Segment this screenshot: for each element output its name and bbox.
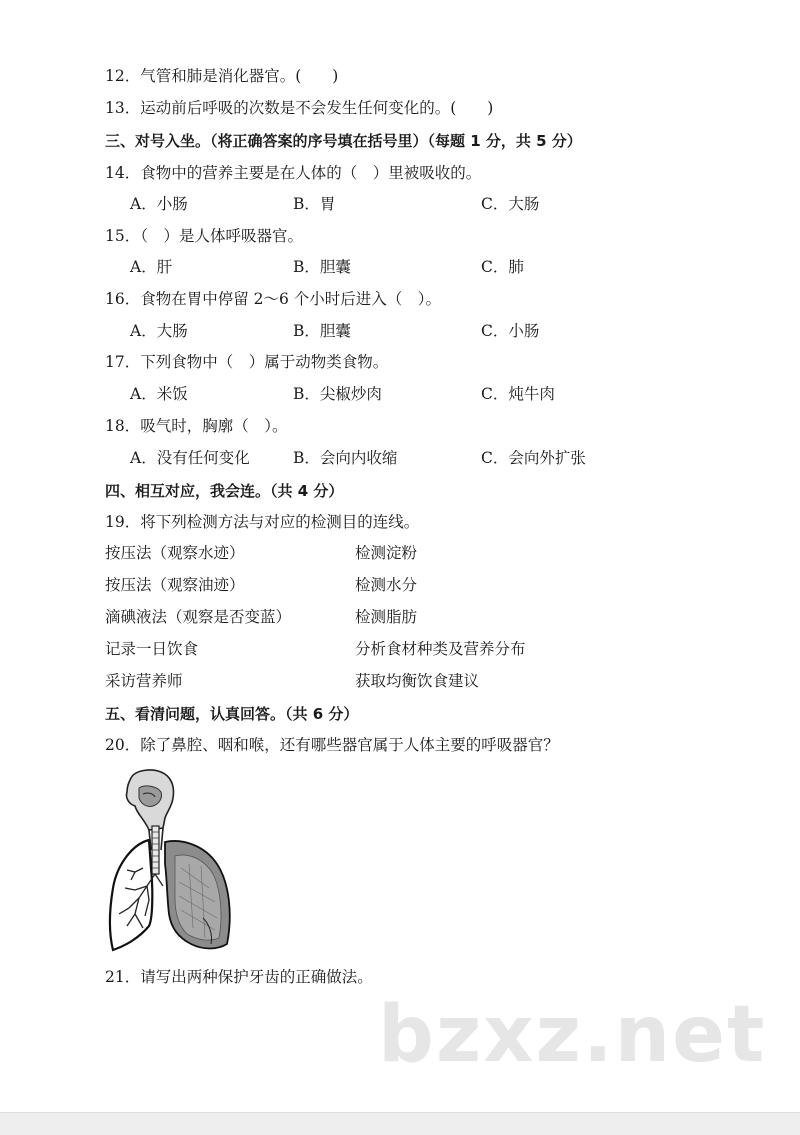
question-13: 13．运动前后呼吸的次数是不会发生任何变化的。( ): [105, 99, 494, 117]
question-17: 17．下列食物中（ ）属于动物类食物。: [105, 353, 389, 371]
q16-option-b: B．胆囊: [293, 322, 351, 340]
match-right-item: 检测脂肪: [355, 608, 418, 626]
question-18: 18．吸气时，胸廓（ ）。: [105, 417, 288, 435]
match-left-item: 按压法（观察水迹）: [105, 544, 245, 562]
match-left-item: 按压法（观察油迹）: [105, 576, 245, 594]
question-12: 12．气管和肺是消化器官。( ): [105, 67, 339, 85]
q14-option-b: B．胃: [293, 195, 336, 213]
match-left-item: 滴碘液法（观察是否变蓝）: [105, 608, 292, 626]
q17-option-a: A．米饭: [130, 385, 188, 403]
page-bottom-edge: [0, 1112, 800, 1135]
respiratory-system-illustration-icon: [105, 768, 250, 956]
q18-option-a: A．没有任何变化: [130, 449, 250, 467]
question-21: 21．请写出两种保护牙齿的正确做法。: [105, 968, 373, 986]
match-right-item: 检测淀粉: [355, 544, 418, 562]
q16-option-a: A．大肠: [130, 322, 188, 340]
watermark: bzxz.net: [378, 990, 767, 1080]
q15-option-b: B．胆囊: [293, 258, 351, 276]
match-left-item: 采访营养师: [105, 672, 183, 690]
q14-option-a: A．小肠: [130, 195, 188, 213]
question-19: 19．将下列检测方法与对应的检测目的连线。: [105, 513, 420, 531]
q17-option-c: C．炖牛肉: [481, 385, 555, 403]
question-15: 15．（ ）是人体呼吸器官。: [105, 227, 303, 245]
q14-option-c: C．大肠: [481, 195, 540, 213]
question-20: 20．除了鼻腔、咽和喉，还有哪些器官属于人体主要的呼吸器官？: [105, 736, 559, 754]
q15-option-a: A．肝: [130, 258, 173, 276]
match-left-item: 记录一日饮食: [105, 640, 199, 658]
q15-option-c: C．肺: [481, 258, 524, 276]
match-right-item: 获取均衡饮食建议: [355, 672, 480, 690]
q17-option-b: B．尖椒炒肉: [293, 385, 382, 403]
question-14: 14．食物中的营养主要是在人体的（ ）里被吸收的。: [105, 164, 482, 182]
q16-option-c: C．小肠: [481, 322, 540, 340]
match-right-item: 检测水分: [355, 576, 418, 594]
section-5-heading: 五、看清问题，认真回答。（共 6 分）: [105, 705, 359, 723]
question-16: 16．食物在胃中停留 2～6 个小时后进入（ ）。: [105, 290, 442, 308]
q18-option-c: C．会向外扩张: [481, 449, 586, 467]
section-4-heading: 四、相互对应，我会连。（共 4 分）: [105, 482, 344, 500]
q18-option-b: B．会向内收缩: [293, 449, 398, 467]
section-3-heading: 三、对号入坐。（将正确答案的序号填在括号里）（每题 1 分，共 5 分）: [105, 132, 582, 150]
match-right-item: 分析食材种类及营养分布: [355, 640, 526, 658]
